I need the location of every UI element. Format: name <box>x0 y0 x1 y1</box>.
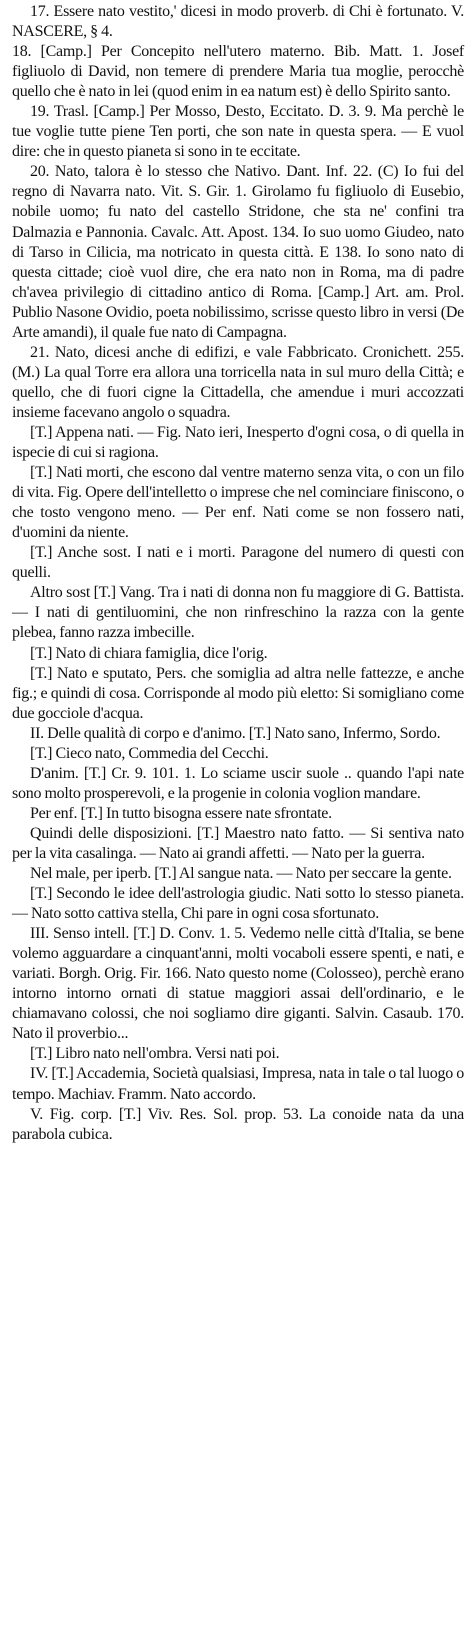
entry-paragraph-astrologia: [T.] Secondo le idee dell'astrologia giudic. Nati sotto lo stesso pianeta. — Nato sotto cattiva stella, Chi pare in ogni cosa sfortunato. <box>12 885 464 923</box>
entry-paragraph-19: 19. Trasl. [Camp.] Per Mosso, Desto, Eccitato. D. 3. 9. Ma perchè le tue voglie tutte piene Ten porti, che son nate in questa spera. — E vuol dire: che in questo pianeta si sono in te eccitate. <box>12 103 464 161</box>
entry-paragraph-21: 21. Nato, dicesi anche di edifizi, e vale Fabbricato. Cronichett. 255. (M.) La qual Torre era allora una torricella nata in sul muro della Città; e quello, che di fuori cigne la Cittadella, che amendue i muri accozzati insieme facevano angolo o squadra. <box>12 343 464 421</box>
entry-paragraph-d-anim: D'anim. [T.] Cr. 9. 101. 1. Lo sciame uscir suole .. quando l'api nate sono molto prosperevoli, e la progenie in colonia voglion mandare. <box>12 764 464 802</box>
entry-paragraph-altro-sost: Altro sost [T.] Vang. Tra i nati di donna non fu maggiore di G. Battista. — I nati di gentiluomini, che non rinfreschino la razza con la gente plebea, fanno razza imbecille. <box>12 584 464 642</box>
entry-paragraph-per-enf: Per enf. [T.] In tutto bisogna essere nate sfrontate. <box>30 804 332 822</box>
entry-paragraph-chiara-famiglia: [T.] Nato di chiara famiglia, dice l'orig. <box>30 644 268 662</box>
entry-paragraph-nato-sputato: [T.] Nato e sputato, Pers. che somiglia ad altra nelle fattezze, e anche fig.; e quindi di cosa. Corrisponde al modo più eletto: Si somigliano come due gocciole d'acqua. <box>12 664 464 722</box>
entry-paragraph-III: III. Senso intell. [T.] D. Conv. 1. 5. Vedemo nelle città d'Italia, se bene volemo agguardare a cinquant'anni, molti vocaboli essere spenti, e nati, e variati. Borgh. Orig. Fir. 166. Nato questo nome (Colosseo), perchè erano intorno intorno ornati di statue maggiori assai dell'ordinario, e le chiamavano colossi, che noi sogliamo dire giganti. Salvin. Casaub. 170. Nato il proverbio... <box>12 925 464 1043</box>
entry-paragraph-II: II. Delle qualità di corpo e d'animo. [T.] Nato sano, Infermo, Sordo. <box>30 724 441 742</box>
entry-paragraph-nati-morti: [T.] Nati morti, che escono dal ventre materno senza vita, o con un filo di vita. Fig. Opere dell'intelletto o imprese che nel cominciare finiscono, o che tosto vengono meno. — Per enf. Nati come se non fossero nati, d'uomini da niente. <box>12 464 464 542</box>
entry-paragraph-V: V. Fig. corp. [T.] Viv. Res. Sol. prop. 53. La conoide nata da una parabola cubica. <box>12 1105 464 1143</box>
entry-paragraph-disposizioni: Quindi delle disposizioni. [T.] Maestro nato fatto. — Si sentiva nato per la vita casalinga. — Nato ai grandi affetti. — Nato per la guerra. <box>12 824 464 862</box>
entry-paragraph-cieco-nato: [T.] Cieco nato, Commedia del Cecchi. <box>30 744 269 762</box>
entry-paragraph-20: 20. Nato, talora è lo stesso che Nativo. Dant. Inf. 22. (C) Io fui del regno di Navarra nato. Vit. S. Gir. 1. Girolamo fu figliuolo di Eusebio, nobile uomo; fu nato del castello Stridone, che sta ne' confini tra Dalmazia e Pannonia. Cavalc. Att. Apost. 134. Io suo uomo Giudeo, nato di Tarso in Cilicia, ma notricato in questa città. E 138. Io sono nato di questa cittade; cioè vuol dire, che era nato non in Roma, ma di padre ch'avea privilegio di cittadino antico di Roma. [Camp.] Art. am. Prol. Publio Nasone Ovidio, poeta nobilissimo, scrisse questo libro in versi (De Arte amandi), il quale fue nato di Campagna. <box>12 163 464 341</box>
entry-paragraph-17: 17. Essere nato vestito,' dicesi in modo proverb. di Chi è fortunato. V. NASCERE, § 4. <box>12 3 464 41</box>
entry-paragraph-libro-nato: [T.] Libro nato nell'ombra. Versi nati poi. <box>30 1045 280 1063</box>
entry-paragraph-anche-sost: [T.] Anche sost. I nati e i morti. Paragone del numero di questi con quelli. <box>12 544 464 582</box>
entry-paragraph-18: 18. [Camp.] Per Concepito nell'utero materno. Bib. Matt. 1. Josef figliuolo di David, non temere di prendere Maria tua moglie, perocchè quello che è nato in lei (quod enim in ea natum est) è dello Spirito santo. <box>12 43 464 101</box>
entry-paragraph-appena-nati: [T.] Appena nati. — Fig. Nato ieri, Inesperto d'ogni cosa, o di quella in ispecie di cui si ragiona. <box>12 423 464 462</box>
entry-paragraph-IV: IV. [T.] Accademia, Società qualsiasi, Impresa, nata in tale o tal luogo o tempo. Machiav. Framm. Nato accordo. <box>12 1065 464 1103</box>
entry-paragraph-nel-male: Nel male, per iperb. [T.] Al sangue nata. — Nato per seccare la gente. <box>30 865 452 883</box>
